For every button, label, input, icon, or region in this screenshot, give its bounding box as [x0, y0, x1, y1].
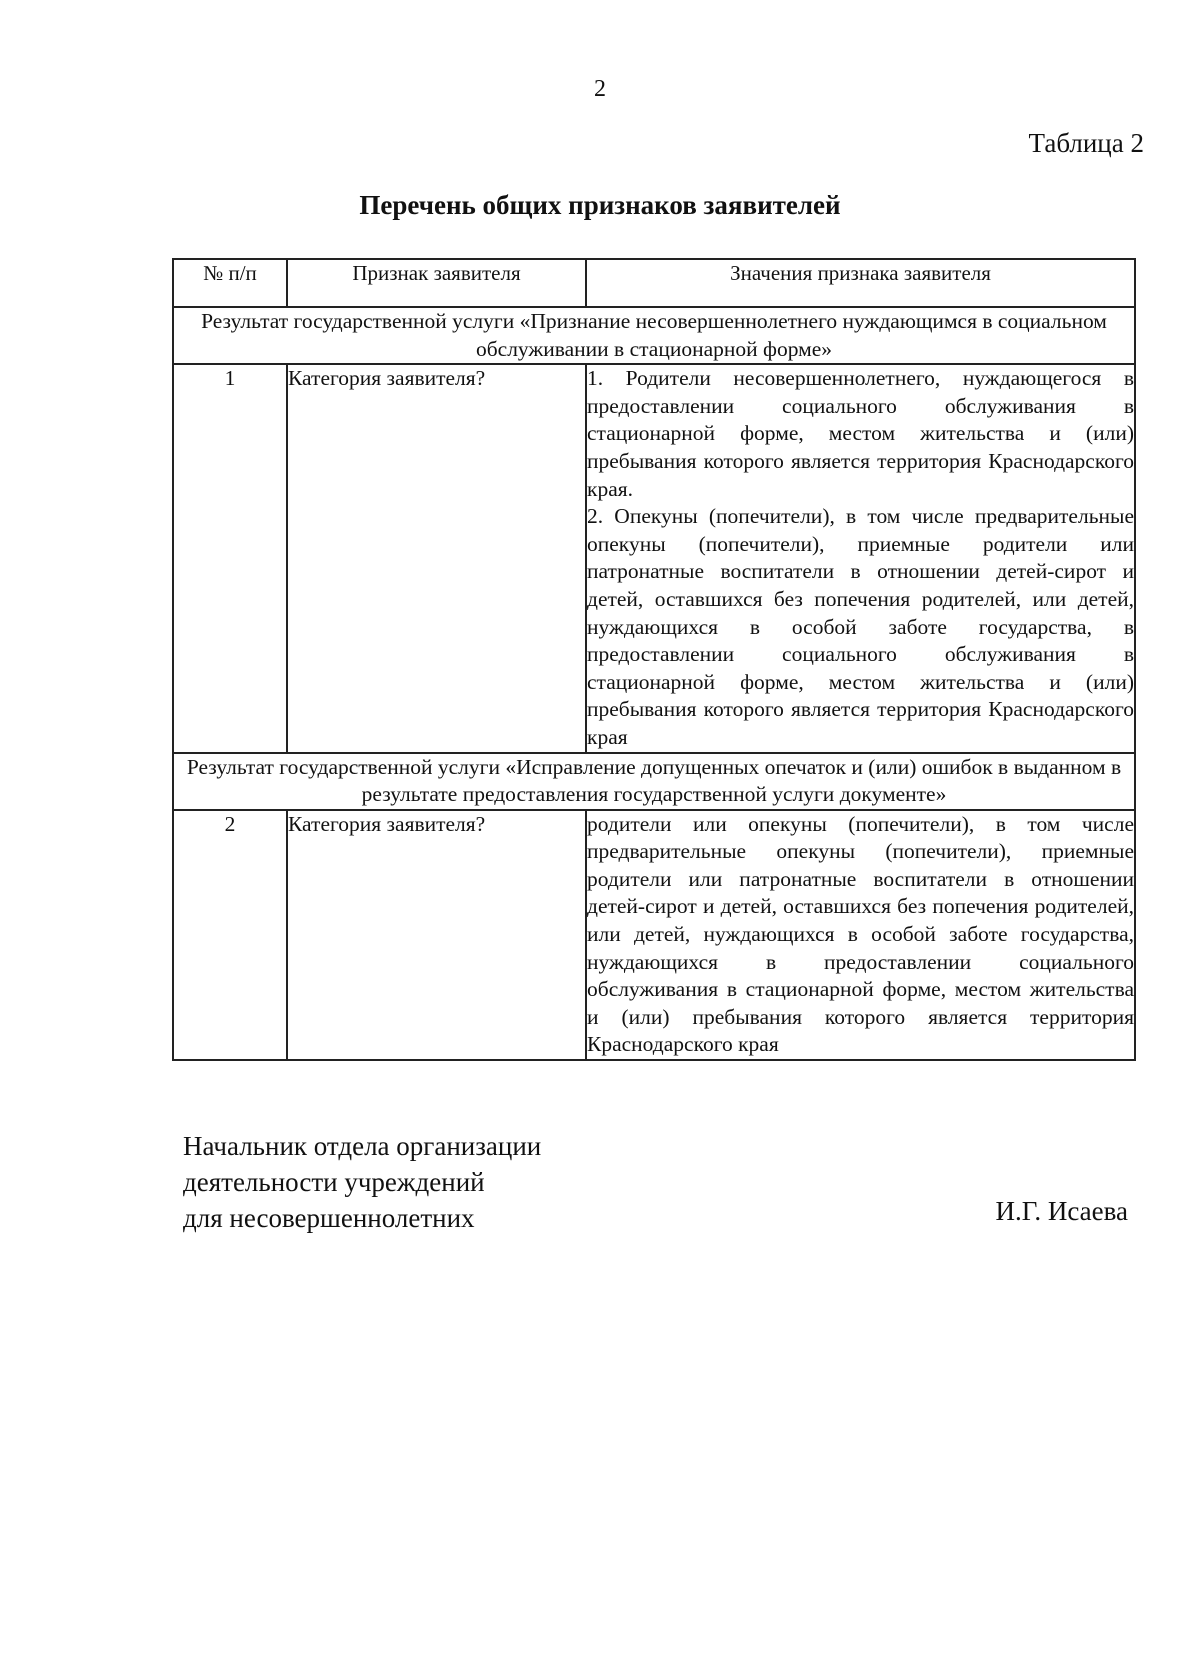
- signatory-position-line: деятельности учреждений: [183, 1167, 485, 1197]
- header-values: Значения признака заявителя: [586, 259, 1135, 307]
- value-paragraph: 2. Опекуны (попечители), в том числе предварительные опекуны (попечители), приемные родители или патронатные воспитатели в отношении детей-сирот и детей, оставшихся без попечения родителей, или детей, нуждающихся в особой заботе государства, в предоставлении социального обслуживания в стационарной форме, местом жительства и (или) пребывания которого является территория Краснодарского края: [587, 504, 1134, 749]
- section-heading-row: [173, 307, 1135, 364]
- value-paragraph: 1. Родители несовершеннолетнего, нуждающегося в предоставлении социального обслуживания в стационарной форме, местом жительства и (или) пребывания которого является территория Краснодарского края.: [587, 366, 1134, 501]
- table-row: [173, 810, 1135, 1060]
- row-attribute: Категория заявителя?: [287, 364, 586, 752]
- section-heading: Результат государственной услуги «Исправление допущенных опечаток и (или) ошибок в выданном в результате предоставления государственной услуги документе»: [173, 753, 1135, 810]
- row-number: 1: [173, 364, 287, 752]
- row-values: [586, 364, 1135, 752]
- table-row: [173, 364, 1135, 752]
- row-attribute: Категория заявителя?: [287, 810, 586, 1060]
- table-label: Таблица 2: [1028, 128, 1144, 158]
- document-title: Перечень общих признаков заявителей: [359, 190, 841, 220]
- signatory-position-line: Начальник отдела организации: [183, 1131, 542, 1161]
- header-attribute: Признак заявителя: [287, 259, 586, 307]
- page-number: 2: [594, 76, 606, 102]
- header-number: № п/п: [173, 259, 287, 307]
- applicant-attributes-table: [172, 258, 1136, 1061]
- section-heading: Результат государственной услуги «Признание несовершеннолетнего нуждающимся в социальном обслуживании в стационарной форме»: [173, 307, 1135, 364]
- row-values: [586, 810, 1135, 1060]
- table-header-row: [173, 259, 1135, 307]
- row-number: 2: [173, 810, 287, 1060]
- signatory-position: [183, 1128, 541, 1236]
- signatory-name: И.Г. Исаева: [995, 1196, 1128, 1226]
- value-paragraph: родители или опекуны (попечители), в том числе предварительные опекуны (попечители), приемные родители или патронатные воспитатели в отношении детей-сирот и детей, оставшихся без попечения родителей, или детей, нуждающихся в особой заботе государства, нуждающихся в предоставлении социального обслуживания в стационарной форме, местом жительства и (или) пребывания которого является территория Краснодарского края: [587, 811, 1134, 1057]
- signatory-position-line: для несовершеннолетних: [183, 1203, 475, 1233]
- section-heading-row: [173, 753, 1135, 810]
